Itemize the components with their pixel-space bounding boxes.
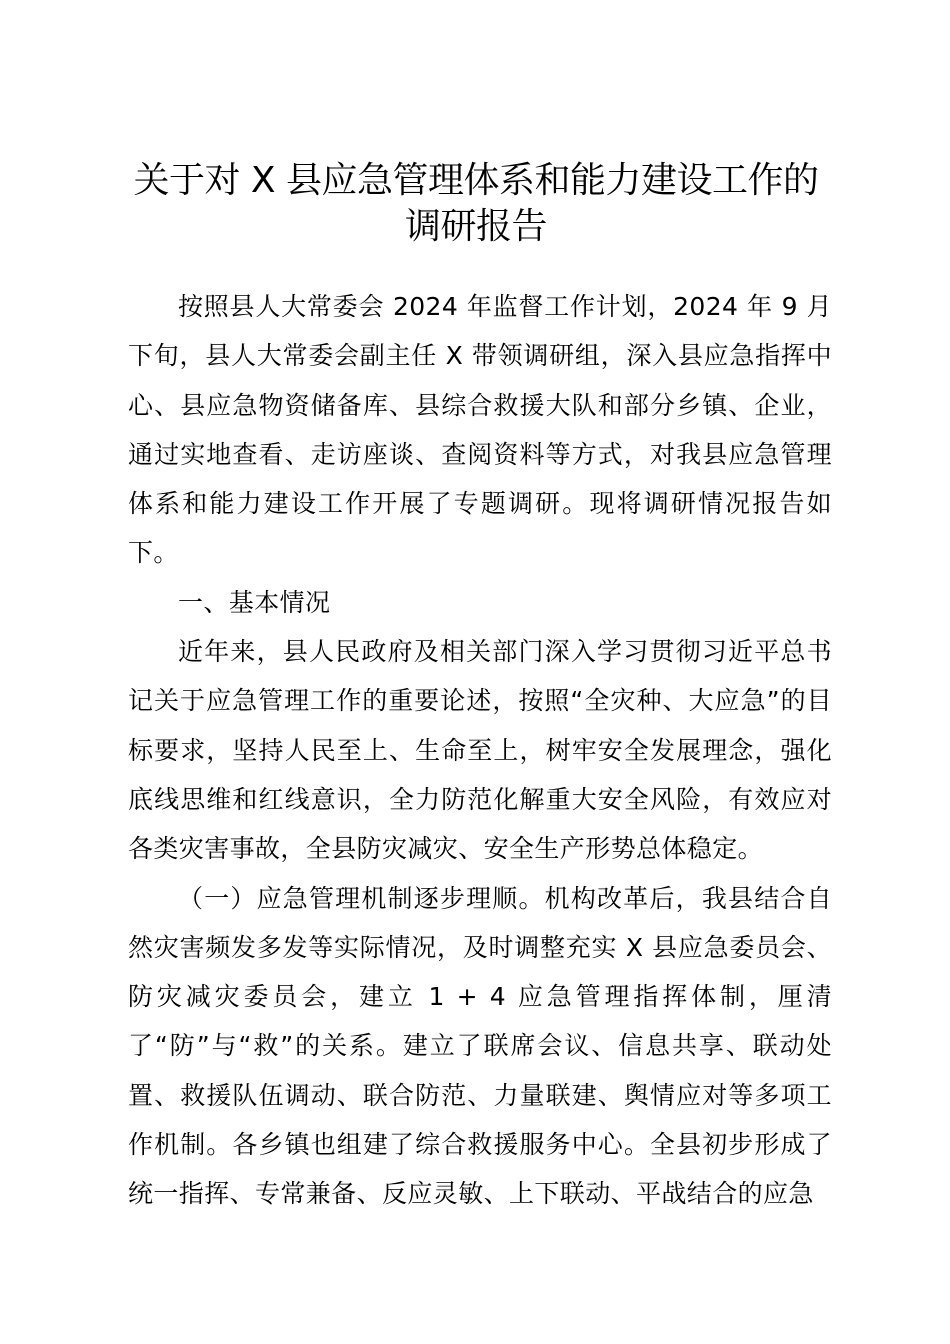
mechanism-paragraph: （一）应急管理机制逐步理顺。机构改革后，我县结合自然灾害频发多发等实际情况，及时调整充实 X 县应急委员会、防灾减灾委员会，建立 1 + 4 应急管理指挥体制，厘清了“防”与“救”的关系。建立了联席会议、信息共享、联动处置、救援队伍调动、联合防范、力量联建、舆情应对等多项工作机制。各乡镇也组建了综合救援服务中心。全县初步形成了统一指挥、专常兼备、反应灵敏、上下联动、平战结合的应急 [128, 883, 832, 1209]
basic-situation-paragraph: 近年来，县人民政府及相关部门深入学习贯彻习近平总书记关于应急管理工作的重要论述，按照“全灾种、大应急”的目标要求，坚持人民至上、生命至上，树牢安全发展理念，强化底线思维和红线意识，全力防范化解重大安全风险，有效应对各类灾害事故，全县防灾减灾、安全生产形势总体稳定。 [128, 637, 832, 864]
document-title: 关于对 X 县应急管理体系和能力建设工作的调研报告 [133, 160, 819, 247]
document-body [128, 282, 832, 1219]
section-heading-basic-situation: 一、基本情况 [178, 587, 331, 617]
intro-paragraph: 按照县人大常委会 2024 年监督工作计划，2024 年 9 月下旬，县人大常委会副主任 X 带领调研组，深入县应急指挥中心、县应急物资储备库、县综合救援大队和部分乡镇、企业，通过实地查看、走访座谈、查阅资料等方式，对我县应急管理体系和能力建设工作开展了专题调研。现将调研情况报告如下。 [128, 292, 832, 568]
